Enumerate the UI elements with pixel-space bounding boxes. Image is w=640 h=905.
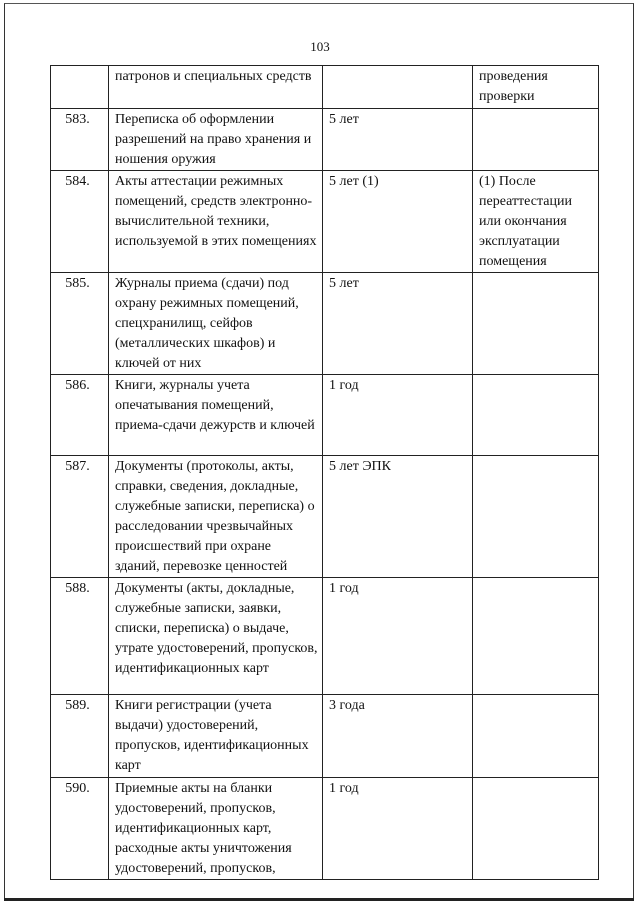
row-note <box>473 695 599 778</box>
row-title: Документы (протоколы, акты, справки, сведения, докладные, служебные записки, переписка) о расследовании чрезвычайных происшествий при охране зданий, перевозке ценностей <box>109 456 323 578</box>
page-number: 103 <box>310 39 330 54</box>
row-title: Документы (акты, докладные, служебные записки, заявки, списки, переписка) о выдаче, утрате удостоверений, пропусков, идентификационных карт <box>109 578 323 695</box>
retention-table <box>50 65 599 880</box>
row-number: 589. <box>51 695 109 778</box>
row-number: 585. <box>51 273 109 375</box>
row-note <box>473 778 599 880</box>
table-row <box>51 578 599 695</box>
row-term: 5 лет (1) <box>323 171 473 273</box>
row-note: проведения проверки <box>473 66 599 109</box>
row-title: Книги регистрации (учета выдачи) удостоверений, пропусков, идентификационных карт <box>109 695 323 778</box>
row-number: 583. <box>51 109 109 171</box>
table-row <box>51 778 599 880</box>
row-term: 1 год <box>323 778 473 880</box>
row-term <box>323 66 473 109</box>
row-number: 590. <box>51 778 109 880</box>
row-term: 5 лет <box>323 273 473 375</box>
row-note <box>473 273 599 375</box>
row-note <box>473 578 599 695</box>
row-note <box>473 456 599 578</box>
row-note <box>473 375 599 456</box>
table-row <box>51 375 599 456</box>
row-title: Приемные акты на бланки удостоверений, пропусков, идентификационных карт, расходные акты уничтожения удостоверений, пропусков, <box>109 778 323 880</box>
page-bottom-edge <box>4 898 634 901</box>
table-row <box>51 109 599 171</box>
table-row <box>51 456 599 578</box>
row-note: (1) После переаттестации или окончания эксплуатации помещения <box>473 171 599 273</box>
row-term: 5 лет <box>323 109 473 171</box>
table-row <box>51 273 599 375</box>
table-row <box>51 695 599 778</box>
row-title: патронов и специальных средств <box>109 66 323 109</box>
table-row <box>51 66 599 109</box>
row-title: Журналы приема (сдачи) под охрану режимных помещений, спецхранилищ, сейфов (металлических шкафов) и ключей от них <box>109 273 323 375</box>
row-number: 586. <box>51 375 109 456</box>
row-number <box>51 66 109 109</box>
row-title: Книги, журналы учета опечатывания помещений, приема-сдачи дежурств и ключей <box>109 375 323 456</box>
row-term: 1 год <box>323 375 473 456</box>
row-title: Переписка об оформлении разрешений на право хранения и ношения оружия <box>109 109 323 171</box>
row-term: 3 года <box>323 695 473 778</box>
row-term: 5 лет ЭПК <box>323 456 473 578</box>
row-number: 584. <box>51 171 109 273</box>
row-term: 1 год <box>323 578 473 695</box>
row-number: 587. <box>51 456 109 578</box>
row-number: 588. <box>51 578 109 695</box>
table-row <box>51 171 599 273</box>
row-title: Акты аттестации режимных помещений, средств электронно-вычислительной техники, используемой в этих помещениях <box>109 171 323 273</box>
row-note <box>473 109 599 171</box>
